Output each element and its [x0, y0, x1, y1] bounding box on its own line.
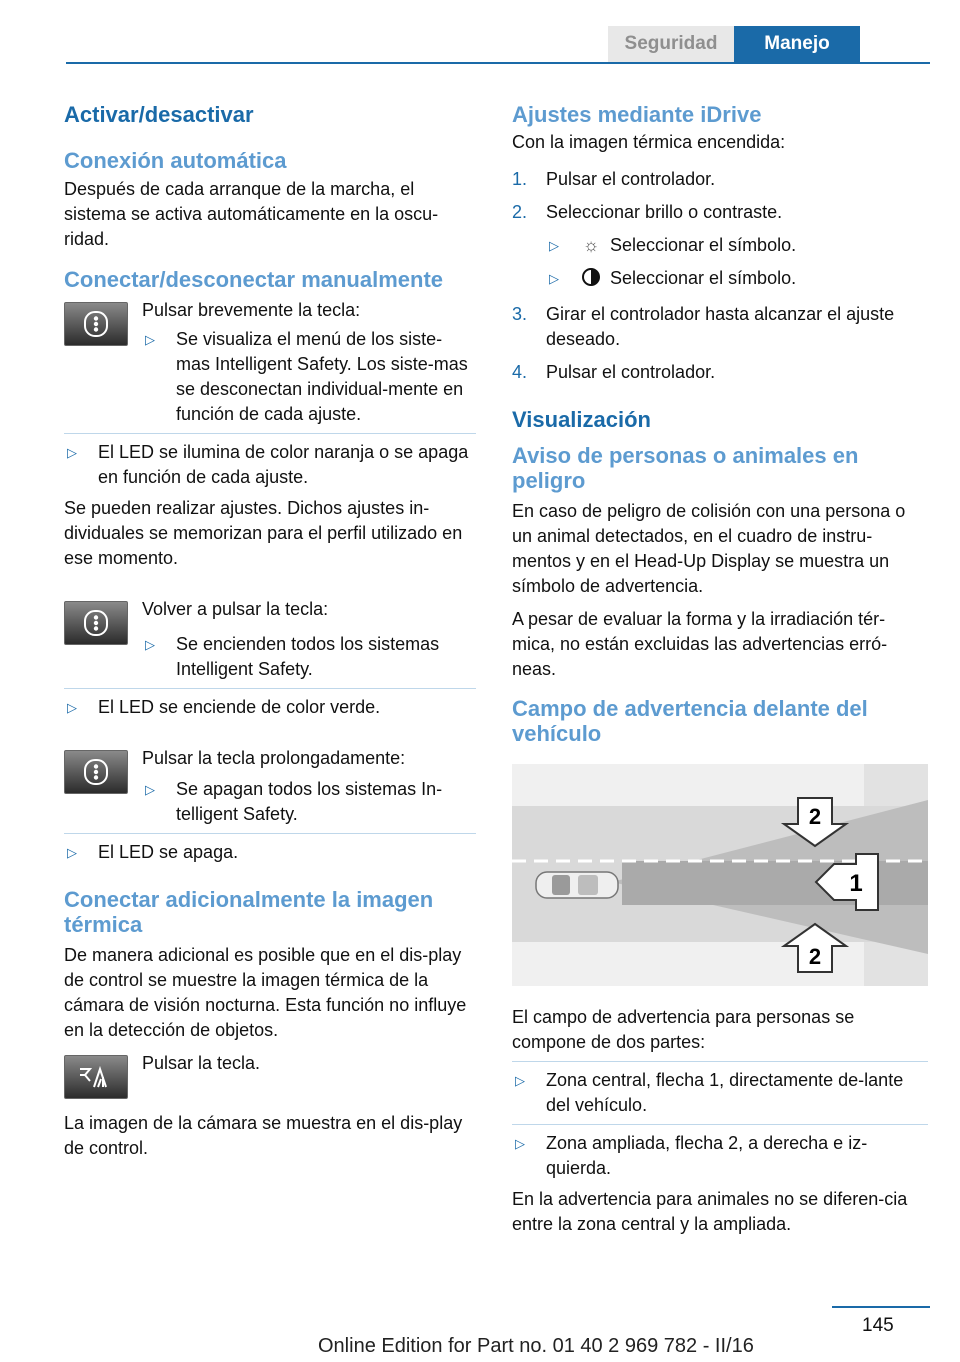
- divider: [512, 1124, 928, 1125]
- para-warning: En caso de peligro de colisión con una persona o un animal detectados, en el cuadro de instru-mentos y en el Head-Up Display se muestra un símbolo de advertencia.: [512, 501, 906, 596]
- para-settings: Se pueden realizar ajustes. Dichos ajustes in-dividuales se memorizan para el perfil utilizado en ese momento.: [64, 498, 463, 568]
- list-item: ▷ Zona ampliada, flecha 2, a derecha e iz-quierda.: [515, 1133, 868, 1178]
- key2-list: [142, 632, 476, 682]
- intelligent-safety-button[interactable]: [64, 750, 128, 794]
- zone-list-2: [512, 1131, 928, 1181]
- label-bottom: 2: [808, 944, 822, 969]
- tab-manejo[interactable]: Manejo: [734, 26, 860, 62]
- intelligent-safety-icon: [82, 758, 110, 786]
- bullet-triangle-icon: ▷: [515, 1136, 525, 1151]
- list-item: ▷ Seleccionar el símbolo.: [546, 266, 928, 294]
- header-tabs: [608, 26, 860, 62]
- led-list-2: [64, 695, 476, 720]
- list-item: ▷ Se encienden todos los sistemas Intelligent Safety.: [145, 634, 440, 679]
- zone-list: [512, 1068, 928, 1118]
- heading-thermal: Conectar adicionalmente la imagen térmica: [64, 887, 434, 937]
- tab-seguridad[interactable]: Seguridad: [608, 26, 734, 62]
- intelligent-safety-button[interactable]: [64, 601, 128, 645]
- key2-instruction: Volver a pulsar la tecla:: [142, 599, 329, 619]
- divider: [512, 1061, 928, 1062]
- list-item: ▷ Se apagan todos los sistemas In-telligent Safety.: [145, 779, 443, 824]
- brightness-icon: ☼: [582, 235, 600, 255]
- page-number: 145: [862, 1315, 894, 1336]
- heading-activate: Activar/desactivar: [64, 102, 254, 127]
- key3-list: [142, 777, 476, 827]
- list-item: ▷ El LED se enciende de color verde.: [64, 695, 476, 720]
- list-item: 1. Pulsar el controlador.: [512, 169, 716, 189]
- para-idrive: Con la imagen térmica encendida:: [512, 132, 786, 152]
- list-item: 2. Seleccionar brillo o contraste.: [512, 202, 783, 222]
- night-vision-button[interactable]: [64, 1055, 128, 1099]
- list-item: 4. Pulsar el controlador.: [512, 362, 716, 382]
- heading-manual: Conectar/desconectar manualmente: [64, 267, 444, 292]
- key-row-2: [64, 597, 476, 682]
- left-column: [64, 100, 476, 1161]
- warning-field-diagram: [512, 764, 928, 986]
- contrast-icon: [580, 267, 602, 294]
- label-center: 1: [849, 870, 863, 897]
- bullet-triangle-icon: ▷: [145, 332, 155, 347]
- heading-warning: Aviso de personas o animales en peligro: [512, 443, 859, 493]
- key4-instruction: Pulsar la tecla.: [142, 1053, 261, 1073]
- key-row-1: [64, 298, 476, 427]
- list-item: 3. Girar el controlador hasta alcanzar el ajuste deseado.: [512, 304, 895, 349]
- para-auto: Después de cada arranque de la marcha, el sistema se activa automáticamente en la oscu-ridad.: [64, 179, 439, 249]
- key-row-3: [64, 746, 476, 827]
- symbol-list: [512, 233, 928, 294]
- led-list-1: [64, 440, 476, 490]
- car-icon: [536, 872, 618, 898]
- night-vision-icon: [76, 1063, 116, 1091]
- para-camera: La imagen de la cámara se muestra en el dis-play de control.: [64, 1113, 463, 1158]
- key-row-4: [64, 1051, 476, 1099]
- list-item: ▷ El LED se ilumina de color naranja o se apaga en función de cada ajuste.: [67, 442, 469, 487]
- para-thermal: De manera adicional es posible que en el dis-play de control se muestre la imagen térmica de la cámara de visión nocturna. Esta función no influye en la detección de objetos.: [64, 945, 467, 1040]
- right-column: [512, 100, 928, 1237]
- bullet-triangle-icon: ▷: [67, 700, 77, 715]
- list-item: ▷ ☼ Seleccionar el símbolo.: [546, 233, 928, 258]
- intelligent-safety-button[interactable]: [64, 302, 128, 346]
- list-item: ▷ El LED se apaga.: [64, 840, 476, 865]
- list-item: ▷ Zona central, flecha 1, directamente de-lante del vehículo.: [515, 1070, 904, 1115]
- edition-footer: Online Edition for Part no. 01 40 2 969 782 - II/16: [318, 1335, 754, 1357]
- led-list-3: [64, 840, 476, 865]
- bullet-triangle-icon: ▷: [145, 782, 155, 797]
- key1-instruction: Pulsar brevemente la tecla:: [142, 300, 361, 320]
- bullet-triangle-icon: ▷: [549, 238, 559, 253]
- bullet-triangle-icon: ▷: [515, 1073, 525, 1088]
- divider: [64, 433, 476, 434]
- footer-rule: [832, 1306, 930, 1308]
- heading-display: Visualización: [512, 407, 651, 432]
- label-top: 2: [808, 804, 822, 829]
- para-shape: A pesar de evaluar la forma y la irradiación tér-mica, no están excluidas las advertencias erró-neas.: [512, 609, 888, 679]
- heading-idrive: Ajustes mediante iDrive: [512, 102, 762, 127]
- key3-instruction: Pulsar la tecla prolongadamente:: [142, 748, 406, 768]
- bullet-triangle-icon: ▷: [67, 445, 77, 460]
- header-rule: [66, 62, 930, 64]
- bullet-triangle-icon: ▷: [145, 637, 155, 652]
- heading-field: Campo de advertencia delante del vehículo: [512, 696, 868, 746]
- steps-list: [512, 167, 928, 225]
- list-item: ▷ Se visualiza el menú de los siste-mas Intelligent Safety. Los siste-mas se desconectan individual-mente en función de cada ajuste.: [145, 329, 468, 424]
- heading-auto: Conexión automática: [64, 148, 287, 173]
- intelligent-safety-icon: [82, 609, 110, 637]
- steps-list-b: [512, 302, 928, 385]
- intelligent-safety-icon: [82, 310, 110, 338]
- bullet-triangle-icon: ▷: [549, 271, 559, 286]
- key1-list: [142, 327, 476, 427]
- bullet-triangle-icon: ▷: [67, 845, 77, 860]
- divider: [64, 833, 476, 834]
- para-animals: En la advertencia para animales no se diferen-cia entre la zona central y la ampliada.: [512, 1189, 908, 1234]
- para-field: El campo de advertencia para personas se compone de dos partes:: [512, 1007, 855, 1052]
- divider: [64, 688, 476, 689]
